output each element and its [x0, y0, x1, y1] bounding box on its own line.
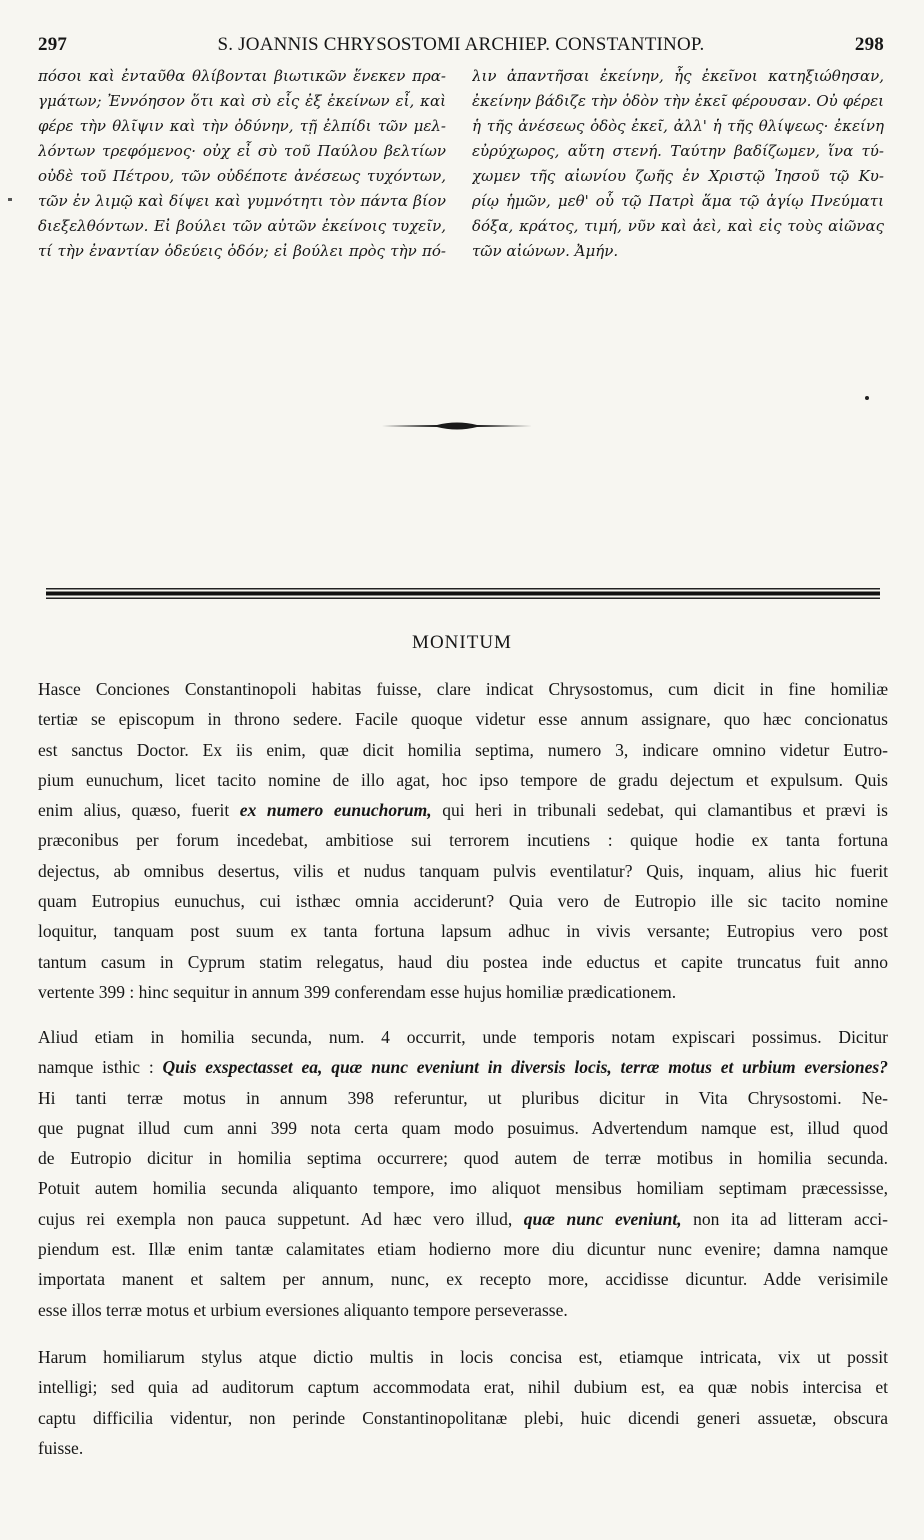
text-line: intelligi; sed quia ad auditorum captum accommodata erat, nihil dubium est, ea quæ nobis intercisa et	[38, 1377, 888, 1398]
paragraph-3	[38, 1342, 888, 1463]
paragraph-1	[38, 674, 888, 1007]
text-line: loquitur, tanquam post suum ex tanta fortuna lapsum adhuc in vivis versante; Eutropius vero post	[38, 921, 888, 942]
text-line: de Eutropio dicitur in homilia septima occurrere; quod autem de terræ motibus in homilia secunda.	[38, 1148, 888, 1169]
text-line: πόσοι καὶ ἐνταῦθα θλίβονται βιωτικῶν ἕνεκεν πρα-	[38, 67, 446, 85]
text-line: Aliud etiam in homilia secunda, num. 4 occurrit, unde temporis notam expiscari possimus. Dicitur	[38, 1027, 888, 1047]
text-line: ρίῳ ἡμῶν, μεθ' οὗ τῷ Πατρὶ ἅμα τῷ ἁγίῳ Πνεύματι	[472, 192, 884, 210]
margin-mark	[8, 198, 12, 201]
text-line: namque isthic : Quis exspectasset ea, quæ nunc eveniunt in diversis locis, terræ motus et urbium eversiones?	[38, 1057, 888, 1078]
running-title: S. JOANNIS CHRYSOSTOMI ARCHIEP. CONSTANTINOP.	[217, 34, 705, 55]
text-line: tantum casum in Cyprum statim relegatus, haud diu postea inde eductus et capite truncatus fuit anno	[38, 951, 888, 972]
text-line: que pugnat illud cum anni 399 nota certa quam modo posuimus. Advertendum namque est, illud quod	[38, 1117, 888, 1138]
text-line: τῶν αἰώνων. Ἀμήν.	[472, 242, 619, 260]
text-line: τί τὴν ἐναντίαν ὁδεύεις ὁδόν; εἰ βούλει πρὸς τὴν πό-	[38, 242, 446, 260]
italic-phrase: quæ nunc eveniunt,	[523, 1208, 682, 1229]
text-line: διεξελθόντων. Εἰ βούλει τῶν αὐτῶν ἐκείνοις τυχεῖν,	[38, 217, 446, 235]
text-line: importata manent et saltem per annum, nunc, ex recepto more, accidisse dicuntur. Adde verisimile	[38, 1269, 888, 1290]
text-line: Potuit autem homilia secunda aliquanto tempore, imo aliquot mensibus homiliam septimam præcessisse,	[38, 1178, 888, 1199]
section-title: MONITUM	[412, 632, 512, 653]
text-line: cujus rei exempla non pauca suppetunt. Ad hæc vero illud, quæ nunc eveniunt, non ita ad litteram acci-	[38, 1208, 888, 1229]
text-line: λιν ἀπαντῆσαι ἐκείνην, ἧς ἐκεῖνοι κατηξιώθησαν,	[472, 67, 884, 85]
text-line: præconibus per forum incedebat, ambitiose sui terrorem incutiens : quique hodie ex tanta fortuna	[38, 830, 888, 851]
text-line: enim alius, quæso, fuerit ex numero eunuchorum, qui heri in tribunali sedebat, qui clamantibus et prævi is	[38, 800, 888, 821]
stray-mark	[865, 396, 869, 400]
text-line: pium eunuchum, licet tacito nomine de illo agat, hoc ipso tempore de gradu dejectum et expulsum. Quis	[38, 769, 888, 790]
text-line: Hi tanti terræ motus in annum 398 referuntur, ut pluribus dicitur in Vita Chrysostomi. Ne-	[38, 1087, 888, 1108]
italic-phrase: Quis exspectasset ea, quæ nunc eveniunt in diversis locis, terræ motus et urbium eversiones?	[162, 1057, 888, 1078]
text-line: οὐδὲ τοῦ Πέτρου, τῶν οὐδέποτε ἀνέσεως τυχόντων,	[38, 167, 446, 185]
text-line: est sanctus Doctor. Ex iis enim, quæ dicit homilia septima, numero 3, indicare omnino videtur Eutro-	[38, 739, 888, 760]
text-line: λόντων τρεφόμενος· οὐχ εἶ σὺ τοῦ Παύλου βελτίων	[38, 142, 446, 160]
text-line: fuisse.	[38, 1437, 84, 1458]
text-line: quam Eutropius eunuchus, cui isthæc omnia acciderunt? Quia vero de Eutropio ille sic tacito nomine	[38, 891, 888, 912]
text-line: χωμεν τῆς αἰωνίου ζωῆς ἐν Χριστῷ Ἰησοῦ τῷ Κυ-	[472, 167, 884, 185]
page-number-right: 298	[854, 34, 884, 55]
greek-column-left	[38, 64, 446, 264]
text-line: piendum est. Illæ enim tantæ calamitates etiam hodierno more diu dicuntur nunc evenire; damna namque	[38, 1239, 888, 1260]
text-line: ἐκείνην βάδιζε τὴν ὁδὸν τὴν ἐκεῖ φέρουσαν. Οὐ φέρει	[472, 92, 884, 110]
text-line: τῶν ἐν λιμῷ καὶ δίψει καὶ γυμνότητι τὸν πάντα βίον	[38, 192, 446, 210]
text-line: dejectus, ab omnibus desertus, vilis et nudus tanquam pulvis eventilatur? Quis, inquam, alius hic fuerit	[38, 860, 888, 881]
running-header	[38, 34, 884, 58]
text-line: esse illos terræ motus et urbium eversiones aliquanto tempore perseverasse.	[38, 1299, 568, 1320]
text-line: vertente 399 : hinc sequitur in annum 399 conferendam esse hujus homiliæ prædicationem.	[38, 981, 677, 1002]
text-line: ἡ τῆς ἀνέσεως ὁδὸς ἐκεῖ, ἀλλ' ἡ τῆς θλίψεως· ἐκείνη	[472, 117, 884, 135]
text-line: Harum homiliarum stylus atque dictio multis in locis concisa est, etiamque intricata, vix ut possit	[38, 1347, 888, 1367]
greek-column-right	[472, 64, 884, 264]
section-rule	[46, 588, 880, 600]
text-line: Hasce Conciones Constantinopoli habitas fuisse, clare indicat Chrysostomus, cum dicit in fine homiliæ	[38, 679, 888, 699]
text-line: εὐρύχωρος, αὕτη στενή. Ταύτην βαδίζωμεν, ἵνα τύ-	[472, 142, 884, 160]
page-number-left: 297	[38, 34, 68, 55]
ornamental-divider	[382, 420, 532, 432]
text-line: γμάτων; Ἐννόησον ὅτι καὶ σὺ εἷς ἐξ ἐκείνων εἶ, καὶ	[38, 92, 446, 110]
text-line: captu difficilia videntur, non perinde Constantinopolitanæ plebi, huic dicendi generi assuetæ, obscura	[38, 1407, 888, 1428]
text-line: δόξα, κράτος, τιμή, νῦν καὶ ἀεὶ, καὶ εἰς τοὺς αἰῶνας	[472, 217, 884, 235]
text-line: φέρε τὴν θλῖψιν καὶ τὴν ὀδύνην, τῇ ἐλπίδι τῶν μελ-	[38, 117, 446, 135]
text-line: tertiæ se episcopum in throno sedere. Facile quoque videtur esse annum assignare, quo hæc concionatus	[38, 709, 888, 730]
paragraph-2	[38, 1022, 888, 1325]
italic-phrase: ex numero eunuchorum,	[239, 800, 432, 821]
